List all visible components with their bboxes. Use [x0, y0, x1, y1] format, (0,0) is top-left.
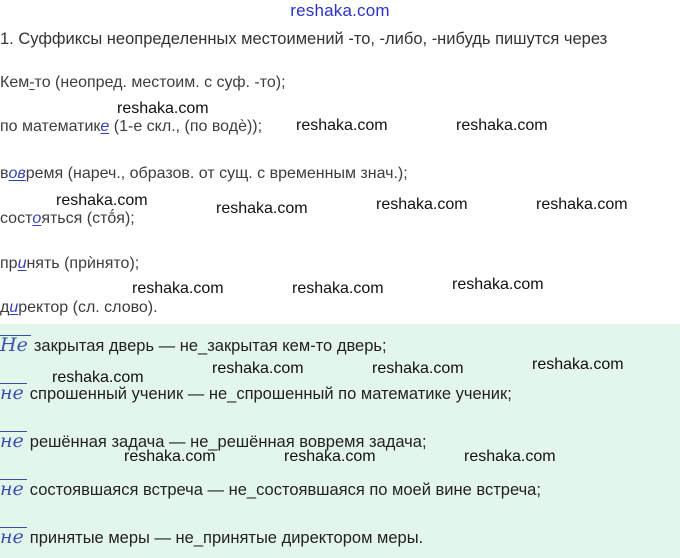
example-line [0, 527, 423, 548]
site-watermark-header[interactable]: reshaka.com [290, 1, 390, 20]
watermark-text: reshaka.com [292, 280, 384, 297]
watermark-text: reshaka.com [56, 192, 148, 209]
word-part: то (неопред. местоим. с суф. -то); [34, 74, 286, 91]
ne-particle-mark: не [0, 383, 27, 403]
word-line-sostoyatsya [0, 210, 135, 228]
watermark-text: reshaka.com [132, 280, 224, 297]
dash-separator: — [183, 385, 209, 403]
word-part: нять (прѝнято); [26, 255, 140, 272]
ne-particle-mark: не [0, 431, 27, 451]
word-part: по математик [0, 118, 101, 135]
watermark-text: reshaka.com [296, 117, 388, 134]
dash-separator: — [202, 481, 229, 499]
watermark-text: reshaka.com [464, 448, 556, 465]
word-part: сост [0, 210, 33, 227]
example-phrase: решённая задача [29, 433, 165, 451]
dash-separator: — [149, 529, 176, 547]
ne-particle-mark: Не [0, 335, 31, 355]
ne-particle-mark: не [0, 479, 27, 499]
word-line-prinyat [0, 255, 139, 273]
word-part: в [0, 165, 9, 182]
watermark-text: reshaka.com [536, 196, 628, 213]
example-expansion: не_спрошенный по математике ученик; [208, 385, 512, 403]
watermark-text: reshaka.com [52, 369, 144, 386]
word-line-vovremya [0, 165, 408, 183]
example-phrase: состоявшаяся встреча [29, 481, 203, 499]
example-phrase: спрошенный ученик [29, 385, 184, 403]
orthogram-mark: о [32, 210, 42, 227]
watermark-text: reshaka.com [372, 360, 464, 377]
watermark-text: reshaka.com [452, 276, 544, 293]
word-part: Кем [0, 74, 30, 91]
example-line [0, 479, 541, 500]
example-expansion: не_решённая вовремя задача; [190, 433, 427, 451]
watermark-text: reshaka.com [456, 117, 548, 134]
word-part: ректор (сл. слово). [18, 299, 158, 316]
example-expansion: не_состоявшаяся по моей вине встреча; [228, 481, 541, 499]
example-expansion: не_принятые директором меры. [175, 529, 424, 547]
watermark-text: reshaka.com [212, 360, 304, 377]
word-line-matematike [0, 118, 262, 136]
word-part: д [0, 299, 10, 316]
watermark-text: reshaka.com [532, 356, 624, 373]
example-expansion: не_закрытая кем-то дверь; [179, 337, 387, 355]
example-phrase: принятые меры [29, 529, 150, 547]
word-line-kem-to [0, 74, 286, 92]
rule-heading: 1. Суффиксы неопределенных местоимений -то, -либо, -нибудь пишутся через [0, 30, 608, 48]
watermark-text: reshaka.com [117, 100, 209, 117]
example-phrase: закрытая дверь [33, 337, 155, 355]
word-line-direktor [0, 299, 158, 317]
orthogram-mark: ов [8, 165, 26, 182]
word-part: ремя (нареч., образов. от сущ. с временным знач.); [25, 165, 408, 182]
dash-separator: — [154, 337, 180, 355]
watermark-text: reshaka.com [124, 448, 216, 465]
watermark-text: reshaka.com [284, 448, 376, 465]
watermark-text: reshaka.com [376, 196, 468, 213]
word-part: пр [0, 255, 18, 272]
word-part: яться (стṓя); [41, 210, 135, 227]
word-part: (1-е скл., (по водѐ)); [109, 118, 263, 135]
watermark-text: reshaka.com [216, 200, 308, 217]
orthogram-mark: и [17, 255, 27, 272]
dash-separator: — [164, 433, 191, 451]
example-line [0, 335, 387, 356]
orthogram-mark: и [9, 299, 19, 316]
ne-particle-mark: не [0, 527, 27, 547]
orthogram-mark: е [100, 118, 110, 135]
orthogram-mark: - [29, 74, 35, 91]
